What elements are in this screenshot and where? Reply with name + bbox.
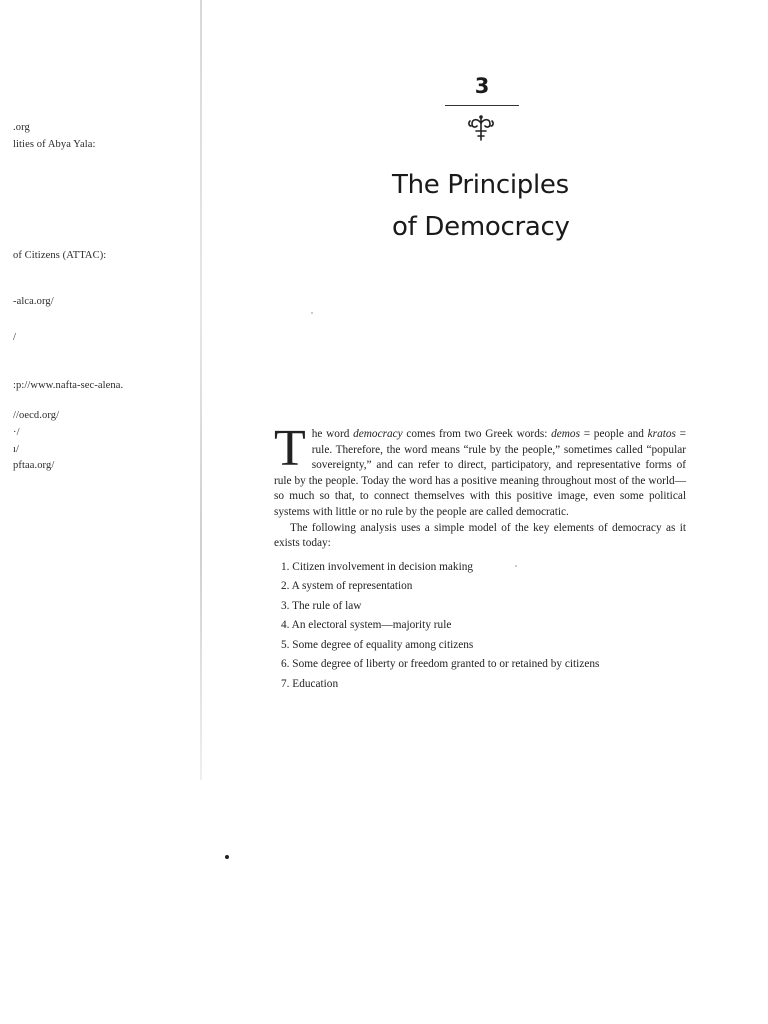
chapter-title-line: The Principles [392, 170, 569, 200]
list-item: 4. An electoral system—majority rule [281, 619, 452, 632]
list-item: 6. Some degree of liberty or freedom granted to or retained by citizens [281, 658, 600, 671]
left-page-line: .org [13, 122, 30, 133]
list-item: 7. Education [281, 677, 339, 690]
term-democracy: democracy [353, 428, 403, 440]
list-item: 3. The rule of law [281, 599, 362, 612]
page-gutter [200, 0, 202, 780]
left-page-line: of Citizens (ATTAC): [13, 250, 107, 261]
chapter-title [392, 164, 570, 248]
left-page-fragment [0, 0, 200, 1024]
list-item: 2. A system of representation [281, 580, 413, 593]
stray-mark [225, 855, 229, 859]
left-page-line: pftaa.org/ [13, 460, 55, 471]
left-page-line: -alca.org/ [13, 296, 54, 307]
drop-cap: T [274, 420, 306, 477]
left-page-line: ı/ [13, 444, 20, 455]
chapter-number: 3 [474, 74, 490, 98]
chapter-body [274, 420, 687, 694]
text-run: he word [311, 428, 354, 440]
democracy-elements-list [281, 558, 686, 695]
term-kratos: kratos [647, 428, 676, 440]
left-page-line: lities of Abya Yala: [13, 139, 96, 150]
fleuron-ornament-icon [466, 114, 496, 142]
list-item: 1. Citizen involvement in decision making [281, 560, 474, 573]
scan-speck [311, 312, 313, 314]
analysis-paragraph: The following analysis uses a simple model of the key elements of democracy as it exists today: [274, 521, 686, 550]
text-run: comes from two Greek words: [402, 428, 552, 440]
list-item: 5. Some degree of equality among citizens [281, 638, 474, 651]
intro-paragraph [274, 420, 687, 521]
left-page-line: //oecd.org/ [13, 410, 60, 421]
text-run: = rule. Therefore, the word means “rule by the people,” sometimes called “popular sovereignty,” and can refer to direct, participatory, and representative forms of rule by the people. Today the word has a positive meaning throughout most of the world—so much so that, to connect themselves with this positive image, even some political systems with little or no rule by the people are called democratic. [274, 428, 687, 518]
chapter-rule [445, 105, 519, 106]
term-demos: demos [551, 428, 580, 440]
chapter-title-line: of Democracy [392, 212, 570, 242]
left-page-line: :p://www.nafta-sec-alena. [13, 380, 124, 391]
left-page-line: / [13, 332, 17, 343]
text-run: = people and [579, 428, 648, 440]
left-page-line: ·/ [13, 427, 20, 438]
